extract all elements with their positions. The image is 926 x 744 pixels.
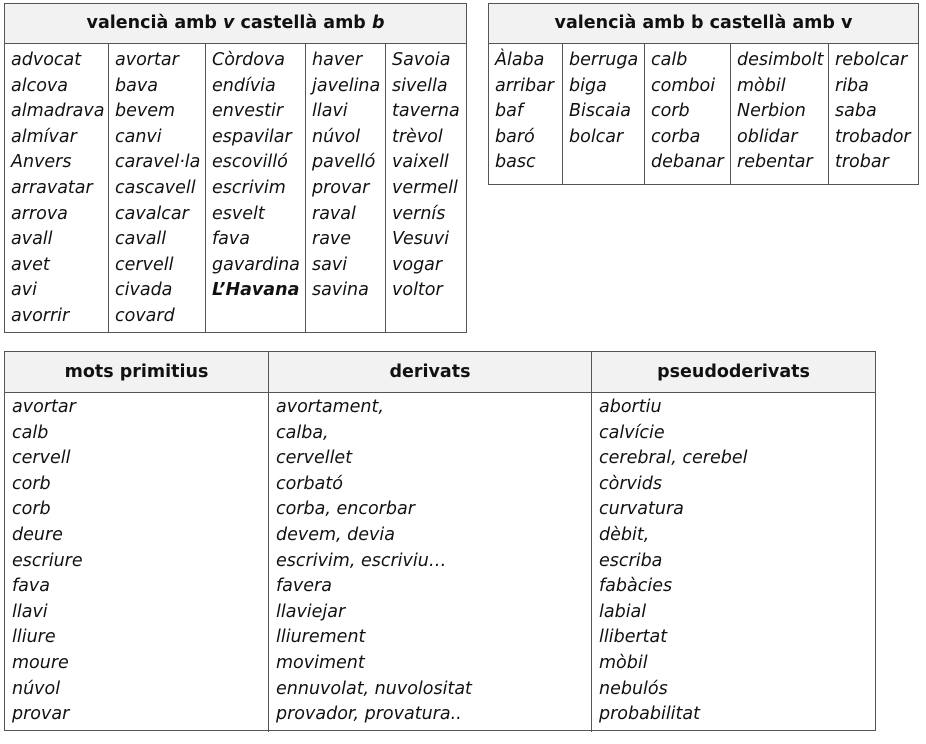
word: Àlaba [495,50,545,70]
word: haver [312,50,363,70]
word: devem, devia [276,524,395,545]
word: cavall [115,229,167,250]
word-column [206,44,306,333]
word: curvatura [599,499,684,520]
word: bolcar [569,126,624,147]
word: corb [12,473,51,494]
word: voltor [392,280,443,301]
word: Vesuvi [392,229,450,250]
word: llaviejar [276,601,346,622]
word: bava [115,75,158,96]
word: almadrava [11,101,105,122]
word: comboi [651,75,716,96]
word: escriure [12,550,83,571]
word: llavi [312,101,348,122]
table-valencia-v-castella-b [4,3,467,333]
word: provar [12,704,70,725]
word: L’Havana [212,280,300,301]
word: rebentar [737,152,813,173]
word: cascavell [115,177,196,198]
word: dèbit, [599,524,650,545]
word: baf [495,101,523,122]
word-column [645,44,731,185]
word-column [489,44,563,185]
table-valencia-b-castella-v [488,3,919,185]
word: avortar [12,397,76,417]
word: moviment [276,652,365,673]
word: mòbil [737,75,786,96]
word: fava [12,576,50,597]
word: Biscaia [569,101,631,122]
word: abortiu [599,397,662,417]
word: pavelló [312,152,376,173]
word: vogar [392,254,443,275]
word: cavalcar [115,203,189,224]
word-column [306,44,386,333]
word: caravel·la [115,152,201,173]
word: calb [651,50,688,70]
word: basc [495,152,536,173]
word: escriba [599,550,663,571]
word: advocat [11,50,82,70]
word: trèvol [392,126,443,147]
word: covard [115,305,175,326]
word-column [563,44,645,185]
word: cerebral, cerebel [599,448,748,469]
header-primitius: mots primitius [5,352,269,392]
word: avortar [115,50,179,70]
word: Còrdova [212,50,286,70]
word: provador, provatura.. [276,704,462,725]
word-columns [5,44,466,333]
word: corba, encorbar [276,499,415,520]
word: saba [835,101,877,122]
word: endívia [212,75,276,96]
word: trobar [835,152,889,173]
word: oblidar [737,126,798,147]
word: vernís [392,203,446,224]
word: arribar [495,75,555,96]
word: nebulós [599,678,668,699]
title-part: valencià amb [86,13,224,33]
word: escrivim [212,177,286,198]
word: bevem [115,101,176,122]
word: riba [835,75,869,96]
word: savi [312,254,348,275]
title-letter: v [223,13,235,33]
header-pseudoderivats: pseudoderivats [657,362,810,382]
word: rave [312,229,352,250]
column-derivats [269,393,592,732]
word: avall [11,229,53,250]
word: esvelt [212,203,265,224]
word: almívar [11,126,77,147]
word: lliure [12,627,56,648]
word: llibertat [599,627,668,648]
title-part: castellà amb [234,13,372,33]
word: biga [569,75,607,96]
word: gavardina [212,254,300,275]
word-column [109,44,206,333]
word: Nerbion [737,101,806,122]
word: javelina [312,75,381,96]
word: núvol [312,126,361,147]
word: núvol [12,678,61,699]
word: avortament, [276,397,384,417]
word: sivella [392,75,448,96]
word: cervell [12,448,71,469]
word: arrova [11,203,68,224]
column-pseudoderivats [592,393,875,732]
word: Savoia [392,50,451,70]
word: mòbil [599,652,648,673]
word: calb [12,422,49,443]
column-primitius [5,393,269,732]
word-column [386,44,466,333]
word: escrivim, escriviu… [276,550,447,571]
word: corb [651,101,690,122]
word: trobador [835,126,911,147]
word: civada [115,280,173,301]
word: provar [312,177,370,198]
word: avi [11,280,37,301]
word: ennuvolat, nuvolositat [276,678,472,699]
word: raval [312,203,356,224]
word: cervellet [276,448,353,469]
word-column [5,44,109,333]
word: avet [11,254,50,275]
word: escovilló [212,152,288,173]
word: probabilitat [599,704,700,725]
word-column [829,44,918,185]
word: alcova [11,75,68,96]
word: vermell [392,177,458,198]
word: corbató [276,473,343,494]
word: corba [651,126,701,147]
word-columns [489,44,918,185]
word: vaixell [392,152,449,173]
table-derivats [4,351,876,731]
word: còrvids [599,473,662,494]
word: fava [212,229,250,250]
table-body [5,393,875,732]
word: savina [312,280,369,301]
word: taverna [392,101,460,122]
word: desimbolt [737,50,824,70]
table-title [5,4,466,44]
word-column [731,44,829,185]
word: rebolcar [835,50,908,70]
word: calvície [599,422,665,443]
word: calba, [276,422,329,443]
word: arravatar [11,177,93,198]
word: llavi [12,601,48,622]
word: corb [12,499,51,520]
word: Anvers [11,152,72,173]
word: envestir [212,101,284,122]
word: moure [12,652,69,673]
word: cervell [115,254,174,275]
word: fabàcies [599,576,673,597]
word: deure [12,524,63,545]
word: espavilar [212,126,292,147]
word: berruga [569,50,639,70]
table-title: valencià amb b castellà amb v [489,4,918,44]
word: avorrir [11,305,70,326]
word: canvi [115,126,162,147]
header-row [5,352,875,393]
word: labial [599,601,647,622]
word: baró [495,126,535,147]
word: lliurement [276,627,366,648]
title-letter: b [371,13,385,33]
word: debanar [651,152,724,173]
word: favera [276,576,332,597]
header-derivats: derivats [269,352,592,392]
